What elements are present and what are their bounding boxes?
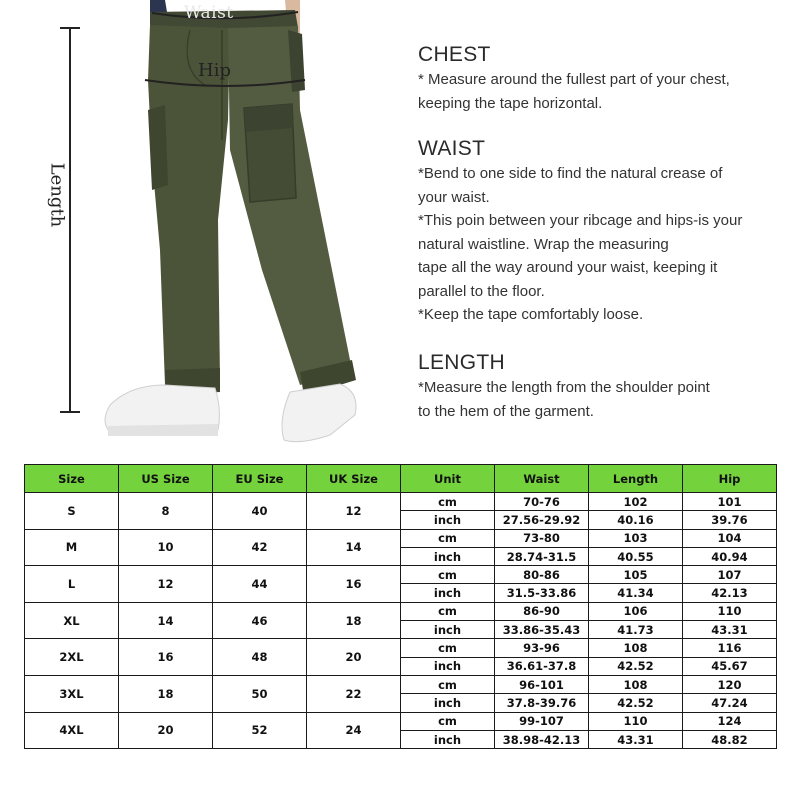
- length-measure-label: Length: [46, 162, 68, 228]
- length-title: LENGTH: [418, 351, 505, 374]
- length-cell: 42.52: [589, 694, 683, 712]
- hip-cell: 42.13: [683, 584, 777, 602]
- waist-line: tape all the way around your waist, keeping it: [418, 259, 718, 276]
- hip-cell: 101: [683, 493, 777, 511]
- eu-size-cell: 40: [213, 493, 307, 530]
- waist-line: natural waistline. Wrap the measuring: [418, 235, 669, 253]
- length-cell: 42.52: [589, 657, 683, 675]
- hip-cell: 40.94: [683, 547, 777, 565]
- hip-cell: 39.76: [683, 511, 777, 529]
- length-cell: 41.34: [589, 584, 683, 602]
- hip-cell: 43.31: [683, 621, 777, 639]
- length-cell: 108: [589, 639, 683, 657]
- hip-cell: 104: [683, 529, 777, 547]
- us-size-cell: 14: [119, 602, 213, 639]
- size-cell: S: [25, 493, 119, 530]
- length-cell: 43.31: [589, 730, 683, 748]
- size-chart-table: [24, 464, 777, 749]
- unit-cell: inch: [401, 511, 495, 529]
- waist-cell: 80-86: [495, 566, 589, 584]
- hip-cell: 120: [683, 675, 777, 693]
- uk-size-cell: 20: [307, 639, 401, 676]
- header-size: Size: [25, 465, 119, 493]
- unit-cell: inch: [401, 547, 495, 565]
- waist-cell: 96-101: [495, 675, 589, 693]
- size-cell: 2XL: [25, 639, 119, 676]
- length-measure-line: [69, 27, 71, 413]
- waist-cell: 36.61-37.8: [495, 657, 589, 675]
- waist-cell: 73-80: [495, 529, 589, 547]
- uk-size-cell: 24: [307, 712, 401, 749]
- table-row: [25, 566, 777, 584]
- waist-cell: 33.86-35.43: [495, 621, 589, 639]
- length-section: [418, 350, 710, 423]
- waist-line: *This poin between your ribcage and hips-is your: [418, 212, 743, 229]
- length-cell: 40.16: [589, 511, 683, 529]
- unit-cell: cm: [401, 566, 495, 584]
- eu-size-cell: 44: [213, 566, 307, 603]
- us-size-cell: 12: [119, 566, 213, 603]
- unit-cell: inch: [401, 730, 495, 748]
- table-row: [25, 712, 777, 730]
- eu-size-cell: 52: [213, 712, 307, 749]
- unit-cell: cm: [401, 529, 495, 547]
- length-cell: 41.73: [589, 621, 683, 639]
- size-cell: 4XL: [25, 712, 119, 749]
- waist-cell: 31.5-33.86: [495, 584, 589, 602]
- uk-size-cell: 12: [307, 493, 401, 530]
- chest-line: * Measure around the fullest part of your chest,: [418, 71, 730, 88]
- length-cell: 108: [589, 675, 683, 693]
- header-uk-size: UK Size: [307, 465, 401, 493]
- size-cell: XL: [25, 602, 119, 639]
- length-line: to the hem of the garment.: [418, 402, 594, 420]
- size-cell: L: [25, 566, 119, 603]
- hip-cell: 48.82: [683, 730, 777, 748]
- waist-cell: 99-107: [495, 712, 589, 730]
- length-cell: 102: [589, 493, 683, 511]
- us-size-cell: 10: [119, 529, 213, 566]
- waist-cell: 37.8-39.76: [495, 694, 589, 712]
- waist-line: *Keep the tape comfortably loose.: [418, 306, 644, 323]
- header-length: Length: [589, 465, 683, 493]
- table-row: [25, 675, 777, 693]
- hip-cell: 45.67: [683, 657, 777, 675]
- hip-cell: 116: [683, 639, 777, 657]
- hip-cell: 47.24: [683, 694, 777, 712]
- waist-cell: 38.98-42.13: [495, 730, 589, 748]
- hip-measure-label: Hip: [198, 60, 231, 81]
- waist-cell: 28.74-31.5: [495, 547, 589, 565]
- waist-section: [418, 136, 742, 327]
- uk-size-cell: 18: [307, 602, 401, 639]
- waist-cell: 70-76: [495, 493, 589, 511]
- uk-size-cell: 14: [307, 529, 401, 566]
- hip-cell: 110: [683, 602, 777, 620]
- waist-cell: 27.56-29.92: [495, 511, 589, 529]
- waist-line: your waist.: [418, 188, 490, 206]
- unit-cell: cm: [401, 712, 495, 730]
- table-row: [25, 529, 777, 547]
- us-size-cell: 18: [119, 675, 213, 712]
- waist-cell: 86-90: [495, 602, 589, 620]
- size-cell: 3XL: [25, 675, 119, 712]
- hip-cell: 107: [683, 566, 777, 584]
- unit-cell: cm: [401, 639, 495, 657]
- length-cell: 103: [589, 529, 683, 547]
- unit-cell: inch: [401, 657, 495, 675]
- pants-illustration: [0, 0, 400, 450]
- hip-cell: 124: [683, 712, 777, 730]
- header-us-size: US Size: [119, 465, 213, 493]
- length-line: *Measure the length from the shoulder point: [418, 379, 710, 396]
- eu-size-cell: 46: [213, 602, 307, 639]
- length-measure-cap-bottom: [60, 411, 80, 413]
- unit-cell: inch: [401, 584, 495, 602]
- length-cell: 105: [589, 566, 683, 584]
- header-unit: Unit: [401, 465, 495, 493]
- unit-cell: cm: [401, 675, 495, 693]
- length-cell: 106: [589, 602, 683, 620]
- unit-cell: inch: [401, 621, 495, 639]
- unit-cell: cm: [401, 602, 495, 620]
- unit-cell: cm: [401, 493, 495, 511]
- eu-size-cell: 48: [213, 639, 307, 676]
- waist-measure-label: Waist: [184, 3, 234, 23]
- header-eu-size: EU Size: [213, 465, 307, 493]
- waist-title: WAIST: [418, 137, 486, 160]
- table-row: [25, 639, 777, 657]
- eu-size-cell: 42: [213, 529, 307, 566]
- length-cell: 110: [589, 712, 683, 730]
- waist-line: *Bend to one side to find the natural crease of: [418, 165, 723, 182]
- table-row: [25, 493, 777, 511]
- us-size-cell: 8: [119, 493, 213, 530]
- chest-section: [418, 42, 730, 115]
- length-measure-cap-top: [60, 27, 80, 29]
- waist-line: parallel to the floor.: [418, 282, 545, 300]
- table-header-row: [25, 465, 777, 493]
- header-hip: Hip: [683, 465, 777, 493]
- uk-size-cell: 16: [307, 566, 401, 603]
- eu-size-cell: 50: [213, 675, 307, 712]
- us-size-cell: 20: [119, 712, 213, 749]
- header-waist: Waist: [495, 465, 589, 493]
- waist-cell: 93-96: [495, 639, 589, 657]
- unit-cell: inch: [401, 694, 495, 712]
- table-row: [25, 602, 777, 620]
- size-cell: M: [25, 529, 119, 566]
- chest-line: keeping the tape horizontal.: [418, 94, 603, 112]
- uk-size-cell: 22: [307, 675, 401, 712]
- length-cell: 40.55: [589, 547, 683, 565]
- us-size-cell: 16: [119, 639, 213, 676]
- chest-title: CHEST: [418, 43, 491, 66]
